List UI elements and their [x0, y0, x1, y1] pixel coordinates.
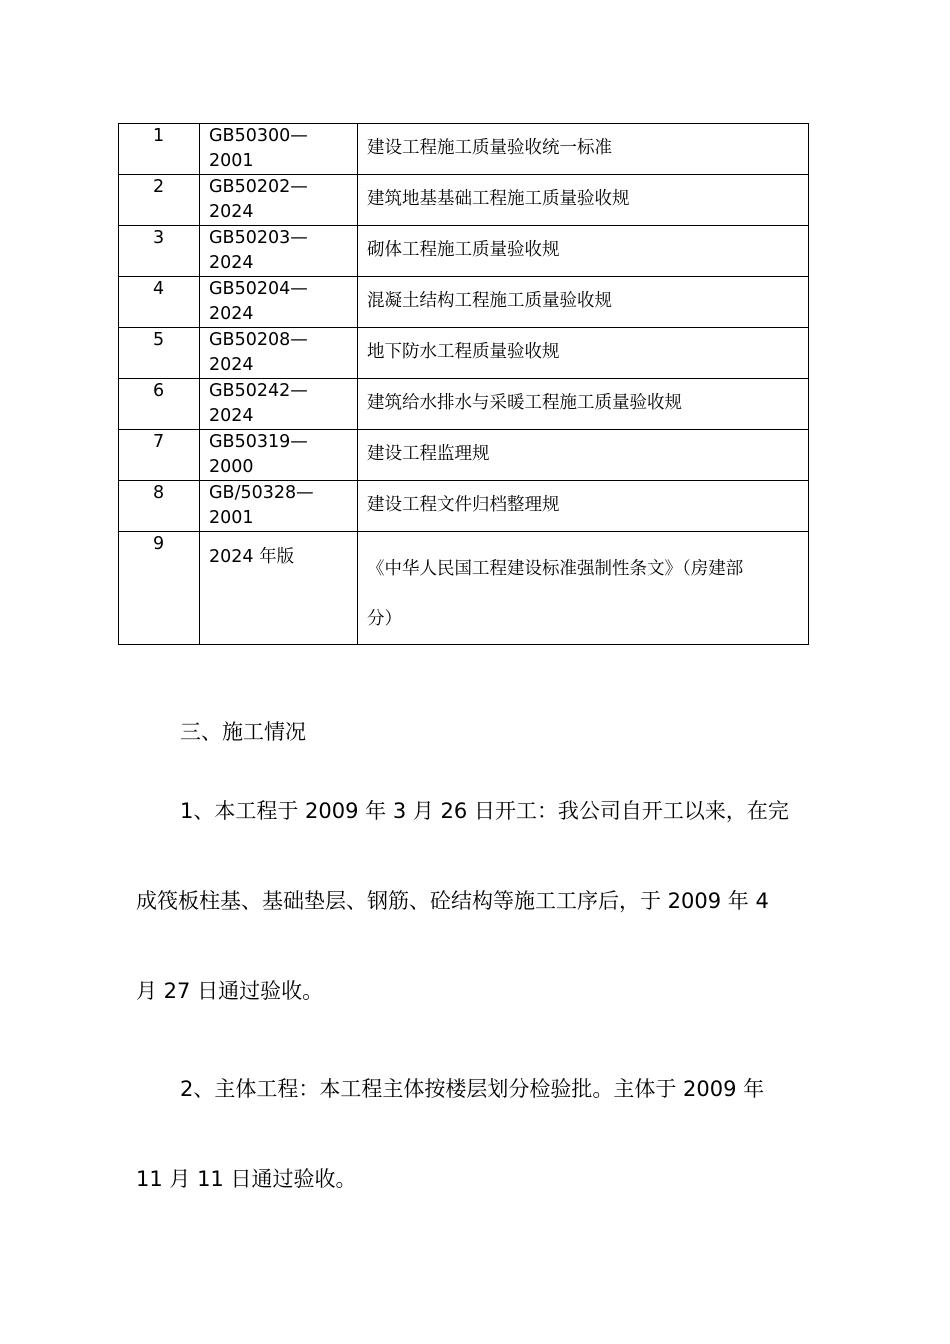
- paragraph-construction-start: [136, 766, 816, 1036]
- standard-code: 2024 年版: [200, 532, 358, 645]
- standard-code: GB/50328— 2001: [200, 481, 358, 532]
- table-row: [119, 175, 809, 226]
- row-number: 9: [119, 532, 200, 645]
- row-number: 7: [119, 430, 200, 481]
- paragraph-line: 11 月 11 日通过验收。: [136, 1167, 357, 1191]
- standard-code: GB50203— 2024: [200, 226, 358, 277]
- standard-name: 建筑地基基础工程施工质量验收规: [358, 175, 809, 226]
- row-number: 1: [119, 124, 200, 175]
- standards-table-body: [119, 124, 809, 645]
- standard-code: GB50202— 2024: [200, 175, 358, 226]
- row-number: 8: [119, 481, 200, 532]
- standard-code: GB50300— 2001: [200, 124, 358, 175]
- row-number: 4: [119, 277, 200, 328]
- standard-code: GB50242— 2024: [200, 379, 358, 430]
- standard-name: 建设工程文件归档整理规: [358, 481, 809, 532]
- table-row: [119, 226, 809, 277]
- row-number: 6: [119, 379, 200, 430]
- section-heading: 三、施工情况: [180, 720, 306, 744]
- row-number: 3: [119, 226, 200, 277]
- standard-code: GB50319— 2000: [200, 430, 358, 481]
- standard-code: GB50208— 2024: [200, 328, 358, 379]
- standard-name: 《中华人民国工程建设标准强制性条文》（房建部 分）: [358, 532, 809, 645]
- paragraph-main-structure: [136, 1044, 816, 1224]
- standard-name: 建筑给水排水与采暖工程施工质量验收规: [358, 379, 809, 430]
- table-row: [119, 277, 809, 328]
- paragraph-line: 月 27 日通过验收。: [136, 979, 324, 1003]
- standard-name: 建设工程监理规: [358, 430, 809, 481]
- standard-name: 砌体工程施工质量验收规: [358, 226, 809, 277]
- row-number: 5: [119, 328, 200, 379]
- standard-name: 混凝土结构工程施工质量验收规: [358, 277, 809, 328]
- standard-name: 建设工程施工质量验收统一标准: [358, 124, 809, 175]
- table-row: [119, 481, 809, 532]
- table-row: [119, 379, 809, 430]
- standards-table: [118, 123, 809, 645]
- paragraph-line: 2、主体工程：本工程主体按楼层划分检验批。主体于 2009 年: [180, 1077, 765, 1101]
- table-row: [119, 430, 809, 481]
- standard-code: GB50204— 2024: [200, 277, 358, 328]
- table-row: [119, 328, 809, 379]
- table-row: [119, 532, 809, 645]
- row-number: 2: [119, 175, 200, 226]
- paragraph-line: 成筏板柱基、基础垫层、钢筋、砼结构等施工工序后，于 2009 年 4: [136, 889, 769, 913]
- table-row: [119, 124, 809, 175]
- paragraph-line: 1、本工程于 2009 年 3 月 26 日开工：我公司自开工以来，在完: [180, 799, 789, 823]
- standard-name: 地下防水工程质量验收规: [358, 328, 809, 379]
